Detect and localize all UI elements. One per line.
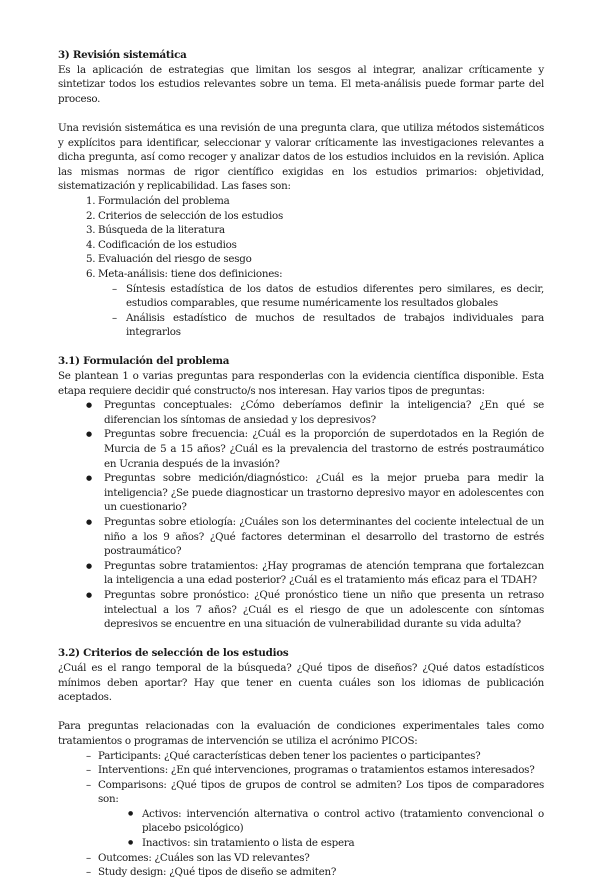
phase-item: 2. Criterios de selección de los estudios — [86, 209, 283, 222]
phase-item-meta-analisis — [86, 267, 544, 340]
question-type-item: ● Preguntas conceptuales: ¿Cómo deberíamos definir la inteligencia? ¿En qué se diferencian los síntomas de ansiedad y los depresivos? — [86, 398, 544, 427]
phase-label: Meta-análisis: tiene dos definiciones: — [98, 267, 283, 280]
phase-number: 4. — [86, 238, 96, 251]
question-type-item: ● Preguntas sobre medición/diagnóstico: ¿Cuál es la mejor prueba para medir la inteligencia? ¿Se puede diagnosticar un trastorno depresivo mayor en adolescentes con un cuestionario? — [86, 471, 544, 515]
comparator-item: ● Activos: intervención alternativa o control activo (tratamiento convencional o placebo psicológico) — [128, 807, 544, 836]
picos-intro: Para preguntas relacionadas con la evaluación de condiciones experimentales tales como tratamientos o programas de intervención se utiliza el acrónimo PICOS: — [58, 720, 544, 747]
section-title-criterios: 3.2) Criterios de selección de los estudios — [58, 647, 289, 660]
phases-list — [58, 194, 544, 340]
meta-definitions-list — [98, 282, 544, 340]
question-type-item: ● Preguntas sobre frecuencia: ¿Cuál es la proporción de superdotados en la Región de Murcia de 5 a 15 años? ¿Cuál es la prevalencia del trastorno de estrés postraumático en Ucrania después de la invasión? — [86, 427, 544, 471]
picos-comparisons — [86, 778, 544, 851]
section-title-revision-sistematica: 3) Revisión sistemática — [58, 49, 187, 61]
phase-item: 3. Búsqueda de la literatura — [86, 224, 225, 237]
picos-list — [58, 749, 544, 880]
picos-interventions: – Interventions: ¿En qué intervenciones, programas o tratamientos estamos interesados? — [86, 763, 544, 778]
phase-number: 3. — [86, 224, 96, 237]
meta-definition-item: – Síntesis estadística de los datos de estudios diferentes pero similares, es decir, estudios comparables, que resume numéricamente los resultados globales — [112, 282, 544, 311]
meta-definition-item: – Análisis estadístico de muchos de resultados de trabajos individuales para integrarlos — [112, 311, 544, 340]
revision-description: Una revisión sistemática es una revisión de una pregunta clara, que utiliza métodos sistemáticos y explícitos para identificar, seleccionar y valorar críticamente las investigaciones relevantes a dicha pregunta, así como recoger y analizar datos de los estudios incluidos en la revisión. Aplica las mismas normas de rigor científico exigidas en los estudios primarios: objetividad, sistematización y replicabilidad. Las fases son: — [58, 121, 544, 193]
picos-study-design: – Study design: ¿Qué tipos de diseño se admiten? — [86, 865, 544, 880]
question-type-item: ● Preguntas sobre pronóstico: ¿Qué pronóstico tiene un niño que presenta un retraso intelectual a los 7 años? ¿Cuál es el riesgo de que un adolescente con síntomas depresivos se encuentre en una situación de vulnerabilidad durante su vida adulta? — [86, 588, 544, 632]
comparisons-label: Comparisons: ¿Qué tipos de grupos de control se admiten? Los tipos de comparadores son: — [98, 778, 544, 806]
question-types-list — [58, 398, 544, 632]
picos-outcomes: – Outcomes: ¿Cuáles son las VD relevantes? — [86, 851, 544, 866]
phase-item: 1. Formulación del problema — [86, 194, 230, 207]
phase-number: 2. — [86, 209, 96, 222]
question-type-item: ● Preguntas sobre tratamientos: ¿Hay programas de atención temprana que fortalezcan la inteligencia a una edad posterior? ¿Cuál es el tratamiento más eficaz para el TDAH? — [86, 559, 544, 588]
document-page — [58, 48, 544, 880]
phase-item: 5. Evaluación del riesgo de sesgo — [86, 253, 252, 266]
phase-number: 5. — [86, 253, 96, 266]
question-type-item: ● Preguntas sobre etiología: ¿Cuáles son los determinantes del cociente intelectual de un niño a los 9 años? ¿Qué factores determinan el desarrollo del trastorno de estrés postraumático? — [86, 515, 544, 559]
phase-item: 4. Codificación de los estudios — [86, 238, 237, 251]
comparator-item: ● Inactivos: sin tratamiento o lista de espera — [128, 836, 544, 851]
criterios-intro: ¿Cuál es el rango temporal de la búsqueda? ¿Qué tipos de diseños? ¿Qué datos estadísticos mínimos deben aportar? Hay que tener en cuenta cuáles son los idiomas de publicación aceptados. — [58, 661, 544, 704]
revision-definition: Es la aplicación de estrategias que limitan los sesgos al integrar, analizar críticamente y sintetizar todos los estudios relevantes sobre un tema. El meta-análisis puede formar parte del proceso. — [58, 63, 544, 105]
comparators-list — [98, 807, 544, 851]
formulacion-intro: Se plantean 1 o varias preguntas para responderlas con la evidencia científica disponible. Esta etapa requiere decidir qué constructo/s nos interesan. Hay varios tipos de preguntas: — [58, 370, 544, 397]
phase-number: 6. — [86, 267, 96, 280]
phase-number: 1. — [86, 194, 96, 207]
picos-participants: – Participants: ¿Qué características deben tener los pacientes o participantes? — [86, 749, 544, 764]
section-title-formulacion: 3.1) Formulación del problema — [58, 355, 230, 368]
